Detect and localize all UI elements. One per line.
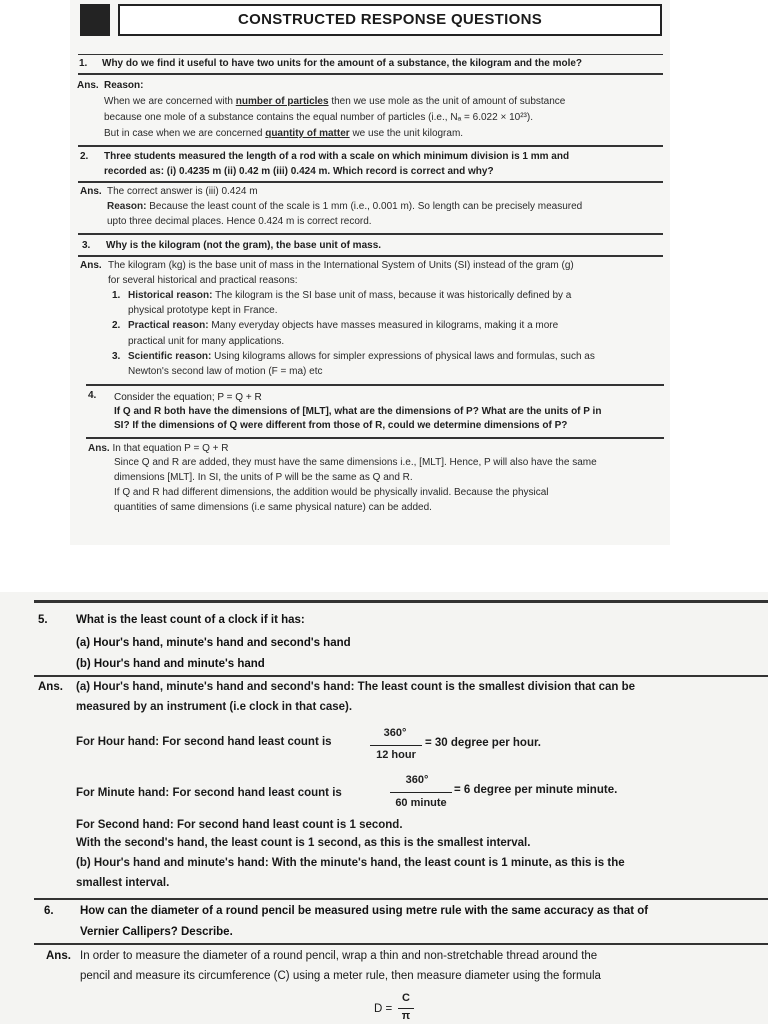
fraction-numerator: C xyxy=(402,992,410,1004)
answer-line: pencil and measure its circumference (C) using a meter rule, then measure diameter using the formula xyxy=(80,970,601,982)
divider xyxy=(78,73,663,75)
fraction-denominator: 12 hour xyxy=(376,749,416,761)
minute-hand-result: = 6 degree per minute minute. xyxy=(454,784,618,796)
question-number: 6. xyxy=(44,905,54,917)
page-title: CONSTRUCTED RESPONSE QUESTIONS xyxy=(237,11,543,28)
answer-label: Ans. xyxy=(77,80,99,91)
question-text: Why is the kilogram (not the gram), the base unit of mass. xyxy=(106,240,382,251)
fraction-denominator: π xyxy=(401,1010,411,1022)
question-text: Consider the equation; P = Q + R xyxy=(114,392,262,403)
question-number: 5. xyxy=(38,614,48,626)
answer-line: for several historical and practical reasons: xyxy=(108,275,298,286)
divider xyxy=(86,437,664,439)
divider xyxy=(78,255,663,257)
divider xyxy=(86,384,664,386)
minute-hand-label: For Minute hand: For second hand least count is xyxy=(76,787,342,799)
answer-line: For Second hand: For second hand least count is 1 second. xyxy=(76,819,403,831)
divider xyxy=(78,54,663,55)
divider xyxy=(78,145,663,147)
answer-line: The correct answer is (iii) 0.424 m xyxy=(107,186,258,197)
list-item-number: 2. xyxy=(112,320,121,331)
list-item-cont: Newton's second law of motion (F = ma) etc xyxy=(128,366,323,377)
fraction-numerator: 360° xyxy=(383,727,407,739)
answer-line: (b) Hour's hand and minute's hand: With the minute's hand, the least count is 1 minute, as this is the xyxy=(76,857,625,869)
divider xyxy=(34,675,768,677)
question-text: recorded as: (i) 0.4235 m (ii) 0.42 m (iii) 0.424 m. Which record is correct and why? xyxy=(104,166,494,177)
answer-label: Ans. xyxy=(80,186,102,197)
answer-label: Ans. xyxy=(38,681,63,693)
formula-lhs: D = xyxy=(374,1003,393,1015)
list-item: Historical reason: The kilogram is the SI base unit of mass, because it was historically defined by a xyxy=(128,290,572,301)
hour-hand-label: For Hour hand: For second hand least count is xyxy=(76,736,332,748)
question-number: 1. xyxy=(79,58,88,69)
answer-line: But in case when we are concerned quantity of matter we use the unit kilogram. xyxy=(104,128,464,139)
question-text: How can the diameter of a round pencil be measured using metre rule with the same accuracy as that of xyxy=(80,905,649,917)
question-text: If Q and R both have the dimensions of [MLT], what are the dimensions of P? What are the units of P in xyxy=(114,406,602,417)
answer-line: In order to measure the diameter of a round pencil, wrap a thin and non-stretchable thread around the xyxy=(80,950,598,962)
list-item-cont: physical prototype kept in France. xyxy=(128,305,278,316)
answer-line: When we are concerned with number of particles then we use mole as the unit of amount of substance xyxy=(104,96,566,107)
answer-line: upto three decimal places. Hence 0.424 m is correct record. xyxy=(107,216,372,227)
answer-line: With the second's hand, the least count is 1 second, as this is the smallest interval. xyxy=(76,837,531,849)
question-text: Vernier Callipers? Describe. xyxy=(80,926,233,938)
question-option: (b) Hour's hand and minute's hand xyxy=(76,658,265,670)
answer-line: measured by an instrument (i.e clock in that case). xyxy=(76,701,353,713)
answer-label: Ans. xyxy=(80,260,102,271)
question-number: 2. xyxy=(80,151,89,162)
divider xyxy=(34,943,768,945)
fraction-bar xyxy=(390,792,452,793)
question-text: Three students measured the length of a rod with a scale on which minimum division is 1 mm and xyxy=(104,151,570,162)
divider xyxy=(78,181,663,183)
list-item-number: 3. xyxy=(112,351,121,362)
answer-line: quantities of same dimensions (i.e same physical nature) can be added. xyxy=(114,502,432,513)
question-text: What is the least count of a clock if it has: xyxy=(76,614,305,626)
divider xyxy=(34,600,768,603)
question-number: 3. xyxy=(82,240,91,251)
list-item-cont: practical unit for many applications. xyxy=(128,336,285,347)
answer-line: dimensions [MLT]. In SI, the units of P will be the same as Q and R. xyxy=(114,472,413,483)
fraction-denominator: 60 minute xyxy=(395,797,447,809)
fraction-bar xyxy=(370,745,422,746)
divider xyxy=(34,898,768,900)
answer-line: Since Q and R are added, they must have the same dimensions i.e., [MLT]. Hence, P will also have the same xyxy=(114,457,597,468)
answer-line: smallest interval. xyxy=(76,877,170,889)
answer-line: If Q and R had different dimensions, the addition would be physically invalid. Because the physical xyxy=(114,487,549,498)
page-gap xyxy=(0,545,768,592)
question-text: Why do we find it useful to have two units for the amount of a substance, the kilogram and the mole? xyxy=(102,58,583,69)
question-option: (a) Hour's hand, minute's hand and second's hand xyxy=(76,637,351,649)
answer-line: The kilogram (kg) is the base unit of mass in the International System of Units (SI) instead of the gram (g) xyxy=(108,260,574,271)
question-text: SI? If the dimensions of Q were different from those of R, could we determine dimensions of P? xyxy=(114,420,568,431)
fraction-bar xyxy=(398,1008,414,1009)
divider xyxy=(78,233,663,235)
answer-line: Ans. In that equation P = Q + R xyxy=(88,443,229,454)
answer-line: because one mole of a substance contains the equal number of particles (i.e., Nₐ = 6.022 × 10²³). xyxy=(104,112,533,123)
list-item: Practical reason: Many everyday objects have masses measured in kilograms, making it a more xyxy=(128,320,559,331)
fraction-numerator: 360° xyxy=(405,774,429,786)
question-number: 4. xyxy=(88,390,97,401)
header-dark-block xyxy=(80,4,110,36)
answer-label: Ans. xyxy=(46,950,71,962)
list-item: Scientific reason: Using kilograms allows for simpler expressions of physical laws and formulas, such as xyxy=(128,351,595,362)
reason-label: Reason: xyxy=(104,80,144,91)
hour-hand-result: = 30 degree per hour. xyxy=(425,737,542,749)
answer-line: (a) Hour's hand, minute's hand and second's hand: The least count is the smallest division that can be xyxy=(76,681,636,693)
answer-line: Reason: Because the least count of the scale is 1 mm (i.e., 0.001 m). So length can be precisely measured xyxy=(107,201,583,212)
list-item-number: 1. xyxy=(112,290,121,301)
